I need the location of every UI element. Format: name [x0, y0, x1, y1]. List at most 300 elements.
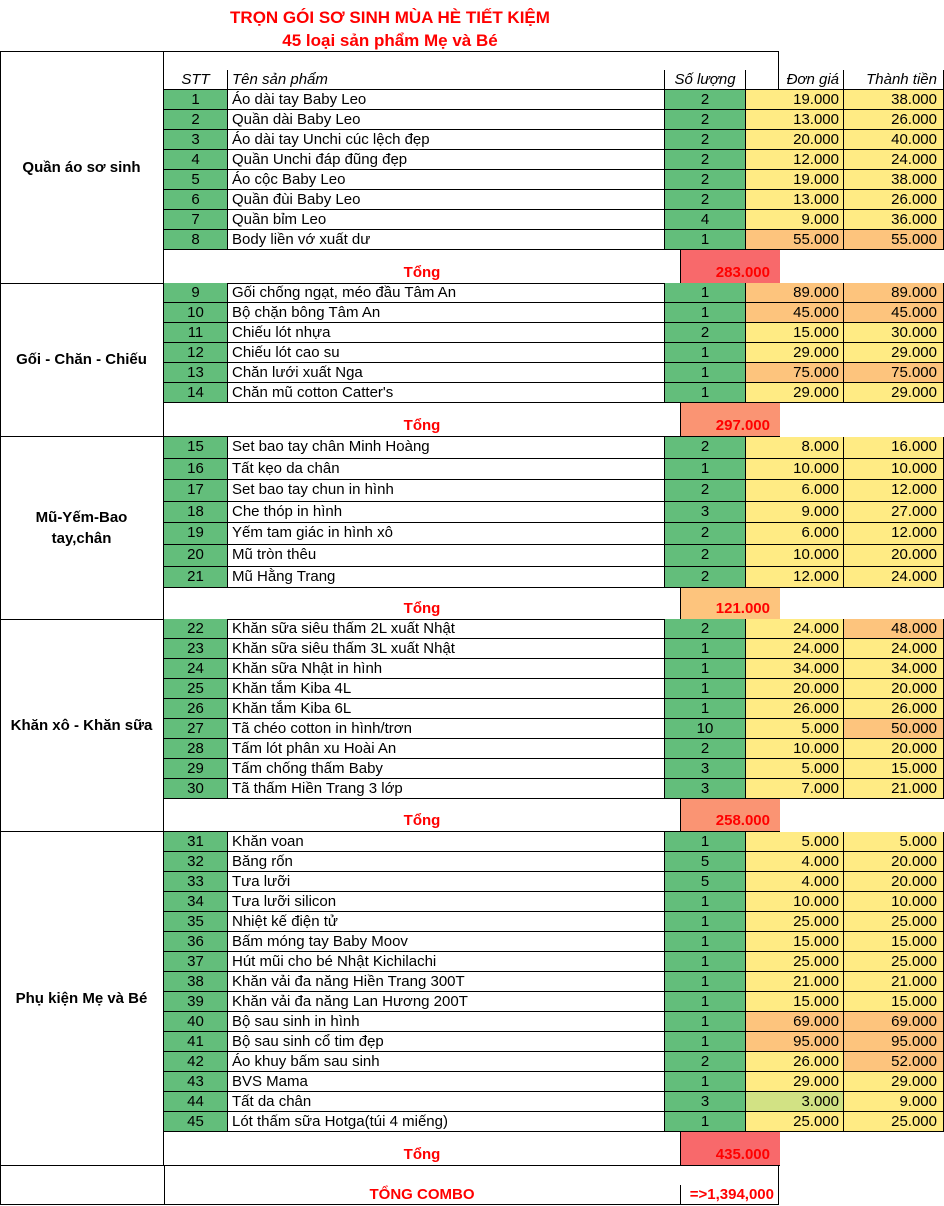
cell-stt: 20 [164, 545, 228, 567]
cell-quantity: 1 [665, 1032, 746, 1052]
cell-line-total: 50.000 [844, 719, 944, 739]
cell-product-name: Tất kẹo da chân [228, 459, 665, 481]
table-row [164, 130, 937, 150]
cell-line-total: 29.000 [844, 343, 944, 363]
section-total-row [164, 588, 780, 619]
cell-quantity: 5 [665, 872, 746, 892]
cell-product-name: Băng rốn [228, 852, 665, 872]
cell-quantity: 1 [665, 343, 746, 363]
cell-product-name: Áo khuy bấm sau sinh [228, 1052, 665, 1072]
cell-product-name: Quần Unchi đáp đũng đẹp [228, 150, 665, 170]
cell-quantity: 1 [665, 912, 746, 932]
cell-product-name: Áo dài tay Baby Leo [228, 90, 665, 110]
cell-unit-price: 25.000 [746, 1112, 844, 1132]
cell-unit-price: 15.000 [746, 932, 844, 952]
cell-stt: 13 [164, 363, 228, 383]
table-row [164, 992, 937, 1012]
cell-line-total: 16.000 [844, 437, 944, 459]
cell-unit-price: 69.000 [746, 1012, 844, 1032]
cell-line-total: 20.000 [844, 739, 944, 759]
cell-quantity: 1 [665, 659, 746, 679]
cell-product-name: Tưa lưỡi silicon [228, 892, 665, 912]
cell-unit-price: 26.000 [746, 699, 844, 719]
cell-line-total: 9.000 [844, 1092, 944, 1112]
table-row [164, 699, 937, 719]
cell-line-total: 38.000 [844, 170, 944, 190]
cell-stt: 27 [164, 719, 228, 739]
cell-quantity: 1 [665, 303, 746, 323]
cell-product-name: Nhiệt kế điện tử [228, 912, 665, 932]
cell-quantity: 1 [665, 932, 746, 952]
table-row [164, 230, 937, 250]
cell-line-total: 52.000 [844, 1052, 944, 1072]
cell-line-total: 15.000 [844, 759, 944, 779]
header-stt: STT [164, 70, 228, 90]
cell-unit-price: 75.000 [746, 363, 844, 383]
cell-stt: 35 [164, 912, 228, 932]
cell-stt: 9 [164, 283, 228, 303]
cell-quantity: 2 [665, 545, 746, 567]
cell-product-name: Quần dài Baby Leo [228, 110, 665, 130]
cell-quantity: 2 [665, 150, 746, 170]
cell-product-name: Tất da chân [228, 1092, 665, 1112]
cell-line-total: 10.000 [844, 459, 944, 481]
cell-stt: 29 [164, 759, 228, 779]
cell-stt: 30 [164, 779, 228, 799]
cell-quantity: 1 [665, 892, 746, 912]
table-row [164, 459, 937, 481]
cell-unit-price: 95.000 [746, 1032, 844, 1052]
cell-unit-price: 8.000 [746, 437, 844, 459]
cell-product-name: Quần đùi Baby Leo [228, 190, 665, 210]
table-row [164, 323, 937, 343]
cell-stt: 44 [164, 1092, 228, 1112]
cell-quantity: 2 [665, 190, 746, 210]
cell-unit-price: 5.000 [746, 832, 844, 852]
cell-quantity: 2 [665, 130, 746, 150]
cell-product-name: Mũ tròn thêu [228, 545, 665, 567]
cell-quantity: 2 [665, 567, 746, 589]
cell-product-name: Khăn sữa siêu thấm 2L xuất Nhật [228, 619, 665, 639]
section-total-label: Tổng [403, 264, 441, 281]
cell-unit-price: 19.000 [746, 170, 844, 190]
cell-unit-price: 20.000 [746, 679, 844, 699]
section-total-value: 297.000 [680, 403, 780, 436]
table-header-row [164, 70, 937, 90]
cell-product-name: Chăn lưới xuất Nga [228, 363, 665, 383]
cell-stt: 4 [164, 150, 228, 170]
table-row [164, 1032, 937, 1052]
grand-total-row [164, 1185, 780, 1205]
cell-line-total: 15.000 [844, 992, 944, 1012]
cell-product-name: BVS Mama [228, 1072, 665, 1092]
cell-unit-price: 9.000 [746, 210, 844, 230]
cell-product-name: Chiếu lót nhựa [228, 323, 665, 343]
cell-quantity: 5 [665, 852, 746, 872]
cell-unit-price: 3.000 [746, 1092, 844, 1112]
table-row [164, 1012, 937, 1032]
cell-quantity: 2 [665, 170, 746, 190]
table-row [164, 952, 937, 972]
table-row [164, 383, 937, 403]
cell-product-name: Lót thấm sữa Hotga(túi 4 miếng) [228, 1112, 665, 1132]
cell-unit-price: 25.000 [746, 912, 844, 932]
cell-product-name: Bấm móng tay Baby Moov [228, 932, 665, 952]
cell-product-name: Quần bỉm Leo [228, 210, 665, 230]
cell-quantity: 2 [665, 1052, 746, 1072]
cell-stt: 22 [164, 619, 228, 639]
cell-stt: 45 [164, 1112, 228, 1132]
cell-product-name: Khăn vải đa năng Hiền Trang 300T [228, 972, 665, 992]
cell-stt: 7 [164, 210, 228, 230]
cell-stt: 39 [164, 992, 228, 1012]
category-label: Phụ kiện Mẹ và Bé [0, 832, 164, 1165]
cell-product-name: Tã thấm Hiền Trang 3 lớp [228, 779, 665, 799]
cell-stt: 33 [164, 872, 228, 892]
cell-quantity: 1 [665, 230, 746, 250]
table-row [164, 739, 937, 759]
cell-unit-price: 24.000 [746, 619, 844, 639]
cell-line-total: 20.000 [844, 679, 944, 699]
cell-unit-price: 9.000 [746, 502, 844, 524]
cell-product-name: Che thóp in hình [228, 502, 665, 524]
cell-stt: 17 [164, 480, 228, 502]
cell-product-name: Bộ chặn bông Tâm An [228, 303, 665, 323]
cell-unit-price: 29.000 [746, 383, 844, 403]
cell-unit-price: 7.000 [746, 779, 844, 799]
cell-line-total: 21.000 [844, 972, 944, 992]
cell-line-total: 34.000 [844, 659, 944, 679]
category-label: Quần áo sơ sinh [0, 52, 164, 283]
cell-quantity: 2 [665, 323, 746, 343]
cell-quantity: 3 [665, 502, 746, 524]
table-row [164, 567, 937, 589]
section-total-label: Tổng [403, 1146, 441, 1163]
cell-line-total: 12.000 [844, 523, 944, 545]
table-row [164, 437, 937, 459]
cell-unit-price: 5.000 [746, 719, 844, 739]
table-row [164, 343, 937, 363]
cell-quantity: 1 [665, 972, 746, 992]
header-price: Đơn giá [746, 70, 844, 90]
cell-stt: 40 [164, 1012, 228, 1032]
table-row [164, 1052, 937, 1072]
cell-product-name: Mũ Hằng Trang [228, 567, 665, 589]
table-row [164, 619, 937, 639]
section-total-label: Tổng [403, 417, 441, 434]
cell-quantity: 4 [665, 210, 746, 230]
cell-product-name: Gối chống ngạt, méo đầu Tâm An [228, 283, 665, 303]
cell-unit-price: 13.000 [746, 190, 844, 210]
cell-line-total: 95.000 [844, 1032, 944, 1052]
cell-unit-price: 10.000 [746, 459, 844, 481]
cell-quantity: 1 [665, 1012, 746, 1032]
table-row [164, 150, 937, 170]
cell-unit-price: 24.000 [746, 639, 844, 659]
section-total-value: 283.000 [680, 250, 780, 283]
cell-line-total: 24.000 [844, 150, 944, 170]
cell-unit-price: 12.000 [746, 567, 844, 589]
table-row [164, 832, 937, 852]
cell-stt: 19 [164, 523, 228, 545]
cell-unit-price: 29.000 [746, 343, 844, 363]
cell-unit-price: 10.000 [746, 739, 844, 759]
cell-quantity: 1 [665, 699, 746, 719]
page-subtitle: 45 loại sản phẩm Mẹ và Bé [282, 31, 498, 50]
cell-stt: 12 [164, 343, 228, 363]
table-row [164, 912, 937, 932]
cell-quantity: 1 [665, 639, 746, 659]
cell-unit-price: 10.000 [746, 545, 844, 567]
table-row [164, 283, 937, 303]
cell-line-total: 29.000 [844, 383, 944, 403]
cell-line-total: 30.000 [844, 323, 944, 343]
cell-unit-price: 4.000 [746, 852, 844, 872]
table-row [164, 502, 937, 524]
table-row [164, 210, 937, 230]
cell-product-name: Tấm lót phân xu Hoài An [228, 739, 665, 759]
cell-line-total: 24.000 [844, 567, 944, 589]
cell-unit-price: 45.000 [746, 303, 844, 323]
cell-stt: 28 [164, 739, 228, 759]
cell-line-total: 20.000 [844, 872, 944, 892]
cell-stt: 2 [164, 110, 228, 130]
cell-stt: 23 [164, 639, 228, 659]
cell-stt: 38 [164, 972, 228, 992]
table-row [164, 779, 937, 799]
cell-line-total: 25.000 [844, 912, 944, 932]
cell-product-name: Body liền vớ xuất dư [228, 230, 665, 250]
cell-product-name: Bộ sau sinh in hình [228, 1012, 665, 1032]
cell-stt: 43 [164, 1072, 228, 1092]
cell-unit-price: 6.000 [746, 523, 844, 545]
table-row [164, 90, 937, 110]
cell-stt: 16 [164, 459, 228, 481]
cell-line-total: 55.000 [844, 230, 944, 250]
cell-unit-price: 20.000 [746, 130, 844, 150]
cell-quantity: 2 [665, 437, 746, 459]
cell-unit-price: 4.000 [746, 872, 844, 892]
cell-unit-price: 19.000 [746, 90, 844, 110]
cell-stt: 36 [164, 932, 228, 952]
cell-line-total: 25.000 [844, 1112, 944, 1132]
table-row [164, 1112, 937, 1132]
cell-unit-price: 15.000 [746, 323, 844, 343]
cell-unit-price: 55.000 [746, 230, 844, 250]
table-row [164, 1092, 937, 1112]
cell-line-total: 20.000 [844, 545, 944, 567]
cell-stt: 8 [164, 230, 228, 250]
cell-quantity: 3 [665, 779, 746, 799]
cell-quantity: 1 [665, 459, 746, 481]
cell-unit-price: 6.000 [746, 480, 844, 502]
cell-product-name: Yếm tam giác in hình xô [228, 523, 665, 545]
cell-stt: 31 [164, 832, 228, 852]
table-row [164, 759, 937, 779]
header-name: Tên sản phẩm [228, 70, 665, 90]
cell-quantity: 2 [665, 480, 746, 502]
cell-line-total: 75.000 [844, 363, 944, 383]
cell-stt: 42 [164, 1052, 228, 1072]
header-qty: Số lượng [665, 70, 746, 90]
cell-line-total: 5.000 [844, 832, 944, 852]
cell-unit-price: 89.000 [746, 283, 844, 303]
cell-stt: 18 [164, 502, 228, 524]
cell-stt: 32 [164, 852, 228, 872]
cell-quantity: 3 [665, 1092, 746, 1112]
table-row [164, 190, 937, 210]
cell-quantity: 1 [665, 952, 746, 972]
cell-unit-price: 25.000 [746, 952, 844, 972]
table-row [164, 659, 937, 679]
section-total-label: Tổng [403, 599, 441, 617]
category-label: Mũ-Yếm-Bao tay,chân [0, 437, 164, 619]
cell-unit-price: 12.000 [746, 150, 844, 170]
table-row [164, 679, 937, 699]
table-row [164, 545, 937, 567]
cell-quantity: 2 [665, 90, 746, 110]
table-row [164, 1072, 937, 1092]
table-row [164, 719, 937, 739]
cell-line-total: 27.000 [844, 502, 944, 524]
cell-quantity: 10 [665, 719, 746, 739]
cell-product-name: Khăn tắm Kiba 6L [228, 699, 665, 719]
cell-product-name: Áo cộc Baby Leo [228, 170, 665, 190]
cell-line-total: 48.000 [844, 619, 944, 639]
section-divider [0, 1165, 780, 1166]
cell-line-total: 38.000 [844, 90, 944, 110]
table-row [164, 110, 937, 130]
cell-line-total: 25.000 [844, 952, 944, 972]
cell-stt: 14 [164, 383, 228, 403]
cell-unit-price: 10.000 [746, 892, 844, 912]
cell-quantity: 2 [665, 739, 746, 759]
cell-line-total: 29.000 [844, 1072, 944, 1092]
cell-product-name: Tã chéo cotton in hình/trơn [228, 719, 665, 739]
table-row [164, 303, 937, 323]
cell-quantity: 1 [665, 383, 746, 403]
cell-product-name: Khăn tắm Kiba 4L [228, 679, 665, 699]
cell-product-name: Khăn voan [228, 832, 665, 852]
section-total-label: Tổng [403, 812, 441, 829]
section-total-value: 435.000 [680, 1132, 780, 1165]
category-label: Khăn xô - Khăn sữa [0, 619, 164, 831]
cell-line-total: 21.000 [844, 779, 944, 799]
cell-quantity: 2 [665, 619, 746, 639]
cell-product-name: Khăn sữa siêu thấm 3L xuất Nhật [228, 639, 665, 659]
cell-line-total: 12.000 [844, 480, 944, 502]
cell-product-name: Tấm chống thấm Baby [228, 759, 665, 779]
cell-stt: 1 [164, 90, 228, 110]
cell-quantity: 1 [665, 1112, 746, 1132]
cell-stt: 34 [164, 892, 228, 912]
cell-quantity: 1 [665, 363, 746, 383]
section-total-value: 258.000 [680, 799, 780, 831]
grand-total-value: =>1,394,000 [680, 1185, 780, 1205]
cell-product-name: Áo dài tay Unchi cúc lệch đẹp [228, 130, 665, 150]
cell-line-total: 15.000 [844, 932, 944, 952]
table-row [164, 852, 937, 872]
cell-unit-price: 15.000 [746, 992, 844, 1012]
table-row [164, 932, 937, 952]
cell-product-name: Tưa lưỡi [228, 872, 665, 892]
cell-unit-price: 13.000 [746, 110, 844, 130]
table-row [164, 363, 937, 383]
grand-total-label: TỔNG COMBO [369, 1186, 475, 1203]
cell-stt: 11 [164, 323, 228, 343]
cell-line-total: 40.000 [844, 130, 944, 150]
page-title: TRỌN GÓI SƠ SINH MÙA HÈ TIẾT KIỆM [230, 8, 550, 27]
table-row [164, 170, 937, 190]
cell-product-name: Khăn sữa Nhật in hình [228, 659, 665, 679]
cell-stt: 26 [164, 699, 228, 719]
cell-unit-price: 5.000 [746, 759, 844, 779]
cell-line-total: 20.000 [844, 852, 944, 872]
cell-product-name: Chiếu lót cao su [228, 343, 665, 363]
table-row [164, 892, 937, 912]
section-total-row [164, 1132, 780, 1165]
cell-product-name: Hút mũi cho bé Nhật Kichilachi [228, 952, 665, 972]
cell-line-total: 24.000 [844, 639, 944, 659]
cell-unit-price: 29.000 [746, 1072, 844, 1092]
cell-quantity: 2 [665, 110, 746, 130]
cell-stt: 3 [164, 130, 228, 150]
header-total: Thành tiền [844, 70, 944, 90]
cell-line-total: 26.000 [844, 110, 944, 130]
section-total-row [164, 250, 780, 283]
cell-product-name: Bộ sau sinh cổ tim đẹp [228, 1032, 665, 1052]
cell-line-total: 10.000 [844, 892, 944, 912]
cell-quantity: 1 [665, 283, 746, 303]
cell-stt: 5 [164, 170, 228, 190]
cell-unit-price: 26.000 [746, 1052, 844, 1072]
cell-line-total: 26.000 [844, 190, 944, 210]
cell-product-name: Set bao tay chun in hình [228, 480, 665, 502]
table-row [164, 523, 937, 545]
cell-quantity: 2 [665, 523, 746, 545]
cell-stt: 6 [164, 190, 228, 210]
cell-stt: 41 [164, 1032, 228, 1052]
cell-line-total: 45.000 [844, 303, 944, 323]
cell-product-name: Khăn vải đa năng Lan Hương 200T [228, 992, 665, 1012]
cell-unit-price: 34.000 [746, 659, 844, 679]
cell-stt: 37 [164, 952, 228, 972]
cell-stt: 21 [164, 567, 228, 589]
cell-stt: 25 [164, 679, 228, 699]
cell-quantity: 1 [665, 679, 746, 699]
category-label: Gối - Chăn - Chiếu [0, 283, 164, 436]
section-total-row [164, 799, 780, 831]
table-row [164, 480, 937, 502]
section-total-row [164, 403, 780, 436]
cell-quantity: 3 [665, 759, 746, 779]
cell-quantity: 1 [665, 992, 746, 1012]
cell-unit-price: 21.000 [746, 972, 844, 992]
cell-product-name: Set bao tay chân Minh Hoàng [228, 437, 665, 459]
cell-line-total: 69.000 [844, 1012, 944, 1032]
table-row [164, 639, 937, 659]
cell-line-total: 26.000 [844, 699, 944, 719]
cell-quantity: 1 [665, 1072, 746, 1092]
cell-quantity: 1 [665, 832, 746, 852]
table-row [164, 972, 937, 992]
section-total-value: 121.000 [680, 588, 780, 619]
table-row [164, 872, 937, 892]
cell-product-name: Chăn mũ cotton Catter's [228, 383, 665, 403]
cell-line-total: 89.000 [844, 283, 944, 303]
cell-stt: 10 [164, 303, 228, 323]
cell-stt: 24 [164, 659, 228, 679]
